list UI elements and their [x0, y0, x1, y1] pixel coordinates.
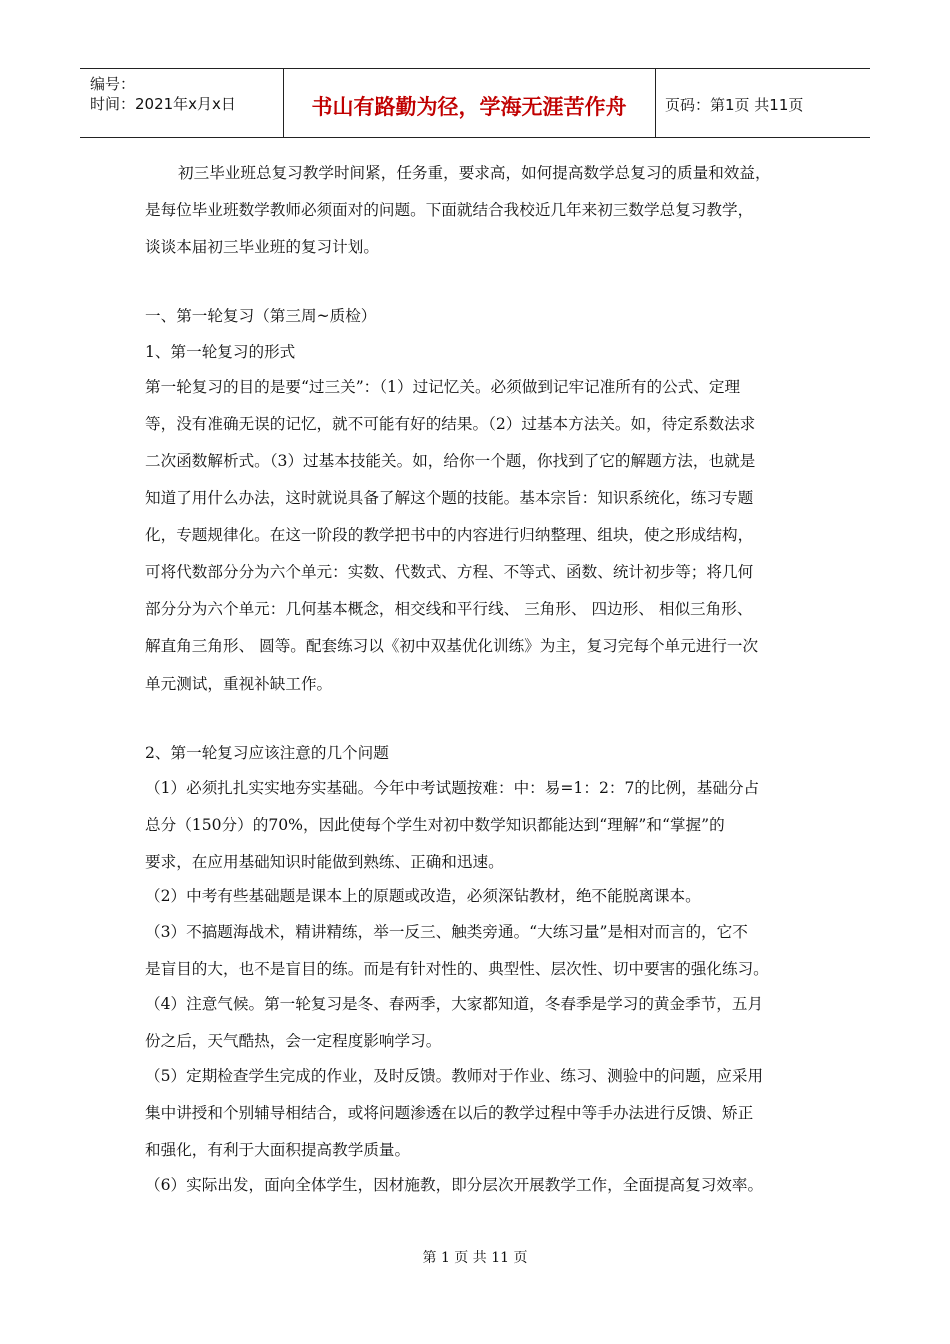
paragraph-line: 集中讲授和个别辅导相结合，或将问题渗透在以后的教学过程中等手办法进行反馈、矫正 [145, 1104, 754, 1122]
paragraph-line: 总分（150分）的70%，因此使每个学生对初中数学知识都能达到“理解”和“掌握”的 [145, 816, 725, 834]
document-header [80, 68, 870, 138]
paragraph-line: 可将代数部分分为六个单元：实数、代数式、方程、不等式、函数、统计初步等；将几何 [145, 563, 754, 581]
section-heading: 一、第一轮复习（第三周~质检） [145, 307, 377, 325]
paragraph-line: 是盲目的大，也不是盲目的练。而是有针对性的、典型性、层次性、切中要害的强化练习。 [145, 960, 769, 978]
paragraph-line: 谈谈本届初三毕业班的复习计划。 [145, 238, 379, 256]
paragraph-line: 部分分为六个单元：几何基本概念，相交线和平行线、 三角形、 四边形、 相似三角形、 [145, 600, 753, 618]
paragraph-line: （5）定期检查学生完成的作业，及时反馈。教师对于作业、练习、测验中的问题，应采用 [145, 1067, 764, 1085]
paragraph-line: （4）注意气候。第一轮复习是冬、春两季，大家都知道，冬春季是学习的黄金季节，五月 [145, 995, 764, 1013]
paragraph-line: （6）实际出发，面向全体学生，因材施教，即分层次开展教学工作，全面提高复习效率。 [145, 1176, 764, 1194]
header-motto-cell [283, 69, 656, 137]
paragraph-line: 份之后，天气酷热，会一定程度影响学习。 [145, 1032, 442, 1050]
subsection-heading: 2、第一轮复习应该注意的几个问题 [145, 744, 389, 762]
document-code-label: 编号： [90, 75, 136, 93]
paragraph-line: 要求，在应用基础知识时能做到熟练、正确和迅速。 [145, 853, 504, 871]
paragraph-line: 和强化，有利于大面积提高教学质量。 [145, 1141, 411, 1159]
header-page-label: 页码：第1页 共11页 [665, 96, 804, 114]
paragraph-line: 二次函数解析式。（3）过基本技能关。如，给你一个题，你找到了它的解题方法，也就是 [145, 452, 756, 470]
header-page-cell [655, 69, 870, 137]
paragraph-line: （1）必须扎扎实实地夯实基础。今年中考试题按难：中：易=1：2：7的比例，基础分占 [145, 779, 760, 797]
paragraph-line: （2）中考有些基础题是课本上的原题或改造，必须深钻教材，绝不能脱离课本。 [145, 887, 701, 905]
header-motto: 书山有路勤为径，学海无涯苦作舟 [311, 95, 627, 119]
paragraph-line: 等，没有准确无误的记忆，就不可能有好的结果。（2）过基本方法关。如，待定系数法求 [145, 415, 756, 433]
paragraph-line: 解直角三角形、 圆等。配套练习以《初中双基优化训练》为主，复习完每个单元进行一次 [145, 637, 759, 655]
page-footer: 第 1 页 共 11 页 [422, 1250, 528, 1266]
paragraph-line: 第一轮复习的目的是要“过三关”：（1）过记忆关。必须做到记牢记准所有的公式、定理 [145, 378, 741, 396]
paragraph-line: 是每位毕业班数学教师必须面对的问题。下面就结合我校近几年来初三数学总复习教学， [145, 201, 754, 219]
paragraph-line: （3）不搞题海战术，精讲精练，举一反三、触类旁通。“大练习量”是相对而言的，它不 [145, 923, 748, 941]
subsection-heading: 1、第一轮复习的形式 [145, 343, 296, 361]
paragraph-line: 知道了用什么办法，这时就说具备了解这个题的技能。基本宗旨：知识系统化，练习专题 [145, 489, 754, 507]
paragraph-line: 初三毕业班总复习教学时间紧，任务重，要求高，如何提高数学总复习的质量和效益， [178, 164, 771, 182]
paragraph-line: 化，专题规律化。在这一阶段的教学把书中的内容进行归纳整理、组块，使之形成结构， [145, 526, 754, 544]
paragraph-line: 单元测试，重视补缺工作。 [145, 675, 333, 693]
header-info-cell [80, 69, 284, 137]
document-date-label: 时间：2021年x月x日 [90, 95, 236, 113]
